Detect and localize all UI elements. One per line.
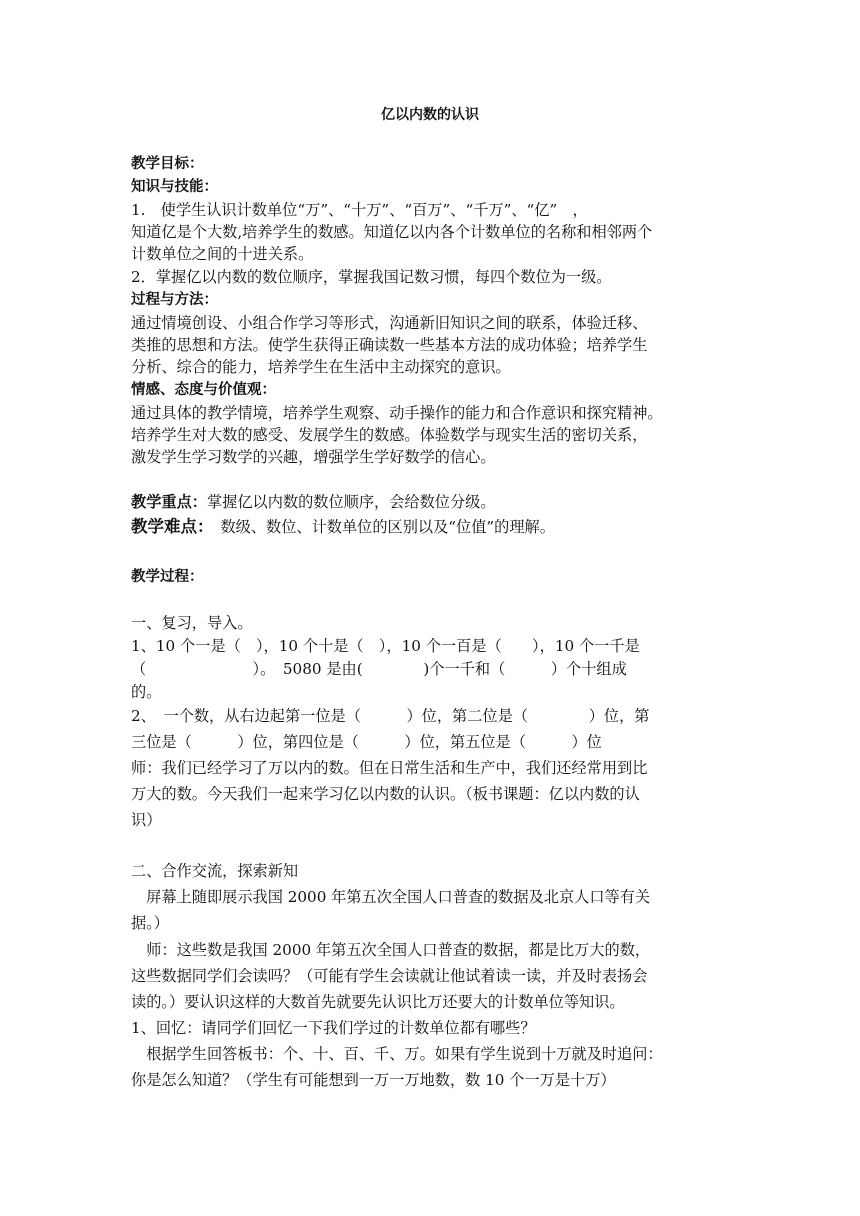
knowledge-item-1-line-3: 计数单位之间的十进关系。	[131, 245, 314, 263]
knowledge-item-1-line-1: 1. 使学生认识计数单位“万”、“十万”、“百万”、“千万”、“亿” ，	[131, 201, 588, 219]
section-1-question-1-line-2: （ ）。 5080 是由( )个一千和（ ）个十组成	[131, 660, 627, 678]
section-2-paragraph-2-line-3: 读的。）要认识这样的大数首先就要先认识比万还要大的计数单位等知识。	[131, 993, 625, 1011]
objectives-heading: 教学目标：	[131, 156, 204, 172]
section-1-question-2-line-1: 2、 一个数，从右边起第一位是（ ）位，第二位是（ ）位，第	[131, 707, 650, 725]
teaching-process-heading: 教学过程：	[131, 569, 204, 585]
emotion-line-1: 通过具体的教学情境，培养学生观察、动手操作的能力和合作意识和探究精神。	[131, 404, 663, 422]
section-2-paragraph-1-line-1: 屏幕上随即展示我国 2000 年第五次全国人口普查的数据及北京人口等有关	[131, 888, 651, 906]
section-1-teacher-line-2: 万大的数。今天我们一起来学习亿以内数的认识。（板书课题：亿以内数的认	[131, 785, 640, 803]
difficult-point	[131, 516, 555, 538]
process-line-3: 分析、综合的能力，培养学生在生活中主动探究的意识。	[131, 358, 511, 376]
process-line-1: 通过情境创设、小组合作学习等形式，沟通新旧知识之间的联系，体验迁移、	[131, 314, 648, 332]
difficult-point-label: 教学难点：	[131, 517, 206, 536]
knowledge-item-2: 2．掌握亿以内数的数位顺序，掌握我国记数习惯，每四个数位为一级。	[131, 268, 612, 286]
section-2-heading: 二、合作交流，探索新知	[131, 862, 299, 880]
key-point-text: 掌握亿以内数的数位顺序，会给数位分级。	[206, 493, 496, 511]
knowledge-heading: 知识与技能：	[131, 179, 218, 195]
emotion-line-3: 激发学生学习数学的兴趣，增强学生学好数学的信心。	[131, 448, 496, 466]
process-line-2: 类推的思想和方法。使学生获得正确读数一些基本方法的成功体验；培养学生	[131, 336, 648, 354]
section-1-question-1-line-1: 1、10 个一是（ ），10 个十是（ ），10 个一百是（ ），10 个一千是	[131, 637, 640, 655]
section-2-paragraph-2-line-2: 这些数据同学们会读吗？（可能有学生会读就让他试着读一读，并及时表扬会	[131, 967, 648, 985]
key-point	[131, 491, 496, 513]
knowledge-item-1-line-2: 知道亿是个大数,培养学生的数感。知道亿以内各个计数单位的名称和相邻两个	[131, 223, 653, 241]
difficult-point-text: 数级、数位、计数单位的区别以及“位值”的理解。	[205, 518, 555, 536]
emotion-line-2: 培养学生对大数的感受、发展学生的数感。体验数学与现实生活的密切关系，	[131, 426, 648, 444]
page-title: 亿以内数的认识	[381, 107, 479, 123]
process-heading: 过程与方法：	[131, 292, 218, 308]
section-1-teacher-line-3: 识）	[131, 811, 162, 829]
section-2-question-1: 1、回忆：请同学们回忆一下我们学过的计数单位都有哪些？	[131, 1019, 536, 1037]
section-1-question-1-line-3: 的。	[131, 683, 162, 701]
emotion-heading: 情感、态度与价值观：	[131, 382, 276, 398]
section-2-answer-line-2: 你是怎么知道？（学生有可能想到一万一万地数，数 10 个一万是十万）	[131, 1071, 616, 1089]
section-2-paragraph-1-line-2: 据。）	[131, 914, 169, 932]
section-2-paragraph-2-line-1: 师：这些数是我国 2000 年第五次全国人口普查的数据，都是比万大的数，	[131, 941, 651, 959]
section-1-question-2-line-2: 三位是（ ）位，第四位是（ ）位，第五位是（ ）位	[131, 733, 602, 751]
section-2-answer-line-1: 根据学生回答板书：个、十、百、千、万。如果有学生说到十万就及时追问：	[131, 1045, 663, 1063]
section-1-teacher-line-1: 师：我们已经学习了万以内的数。但在日常生活和生产中，我们还经常用到比	[131, 759, 648, 777]
section-1-heading: 一、复习，导入。	[131, 614, 253, 632]
key-point-label: 教学重点：	[131, 493, 207, 511]
